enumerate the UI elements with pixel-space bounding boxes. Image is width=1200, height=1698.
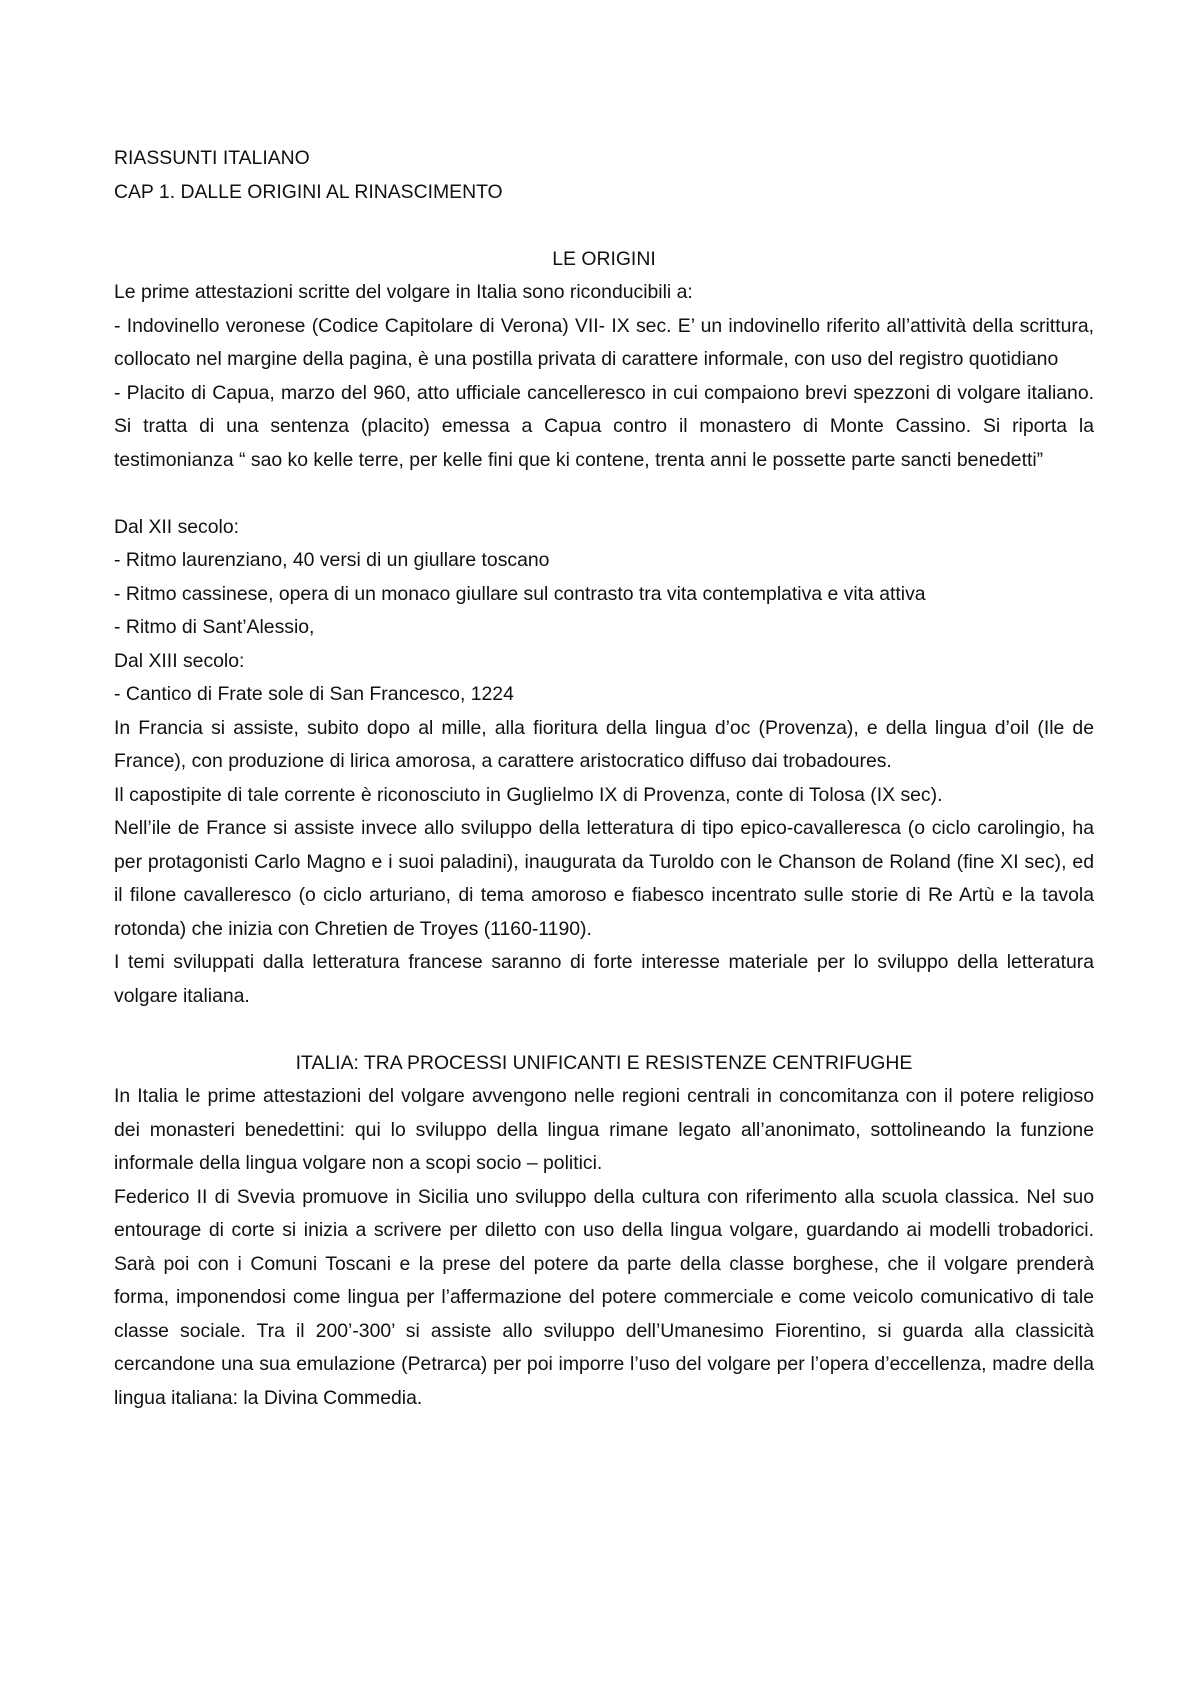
- heading-xiii-secolo: Dal XIII secolo:: [114, 649, 245, 672]
- paragraph-italia-2: Federico II di Svevia promuove in Sicilia uno sviluppo della cultura con riferimento alla scuola classica. Nel suo entourage di corte si inizia a scrivere per diletto con uso della lingua volgare, guardando ai modelli trobadorici. Sarà poi con i Comuni Toscani e la prese del potere da parte della classe borghese, che il volgare prenderà forma, imponendosi come lingua per l’affermazione del potere commerciale e come veicolo comunicativo di tale classe sociale. Tra il 200’-300’ si assiste allo sviluppo dell’Umanesimo Fiorentino, si guarda alla classicità cercandone una sua emulazione (Petrarca) per poi imporre l’uso del volgare per l’opera d’eccellenza, madre della lingua italiana: la Divina Commedia.: [114, 1185, 1094, 1409]
- section-heading-origini: LE ORIGINI: [552, 247, 656, 270]
- document-page: [114, 142, 1094, 1415]
- list-item: - Ritmo di Sant’Alessio,: [114, 616, 315, 638]
- spacer: [114, 477, 1094, 511]
- paragraph-indovinello: - Indovinello veronese (Codice Capitolare di Verona) VII- IX sec. E’ un indovinello riferito all’attività della scrittura, collocato nel margine della pagina, è una postilla privata di carattere informale, con uso del registro quotidiano: [114, 314, 1094, 370]
- heading-xii-secolo: Dal XII secolo:: [114, 515, 240, 538]
- paragraph-placito: - Placito di Capua, marzo del 960, atto ufficiale cancelleresco in cui compaiono brevi spezzoni di volgare italiano. Si tratta di una sentenza (placito) emessa a Capua contro il monastero di Monte Cassino. Si riporta la testimonianza “ sao ko kelle terre, per kelle fini que ki contene, trenta anni le possette parte sancti benedetti”: [114, 381, 1094, 471]
- list-item: - Ritmo cassinese, opera di un monaco giullare sul contrasto tra vita contemplativa e vita attiva: [114, 582, 926, 605]
- paragraph-temi: I temi sviluppati dalla letteratura francese saranno di forte interesse materiale per lo sviluppo della letteratura volgare italiana.: [114, 951, 1094, 1007]
- list-item: - Ritmo laurenziano, 40 versi di un giullare toscano: [114, 549, 550, 571]
- paragraph-italia-1: In Italia le prime attestazioni del volgare avvengono nelle regioni centrali in concomitanza con il potere religioso dei monasteri benedettini: qui lo sviluppo della lingua rimane legato all’anonimato, sottolineando la funzione informale della lingua volgare non a scopi socio – politici.: [114, 1085, 1094, 1174]
- document-title: RIASSUNTI ITALIANO: [114, 147, 310, 169]
- paragraph-francia: In Francia si assiste, subito dopo al mille, alla fioritura della lingua d’oc (Provenza), e della lingua d’oil (Ile de France), con produzione di lirica amorosa, a carattere aristocratico diffuso dai trobadoures.: [114, 716, 1094, 772]
- paragraph-intro: Le prime attestazioni scritte del volgare in Italia sono riconducibili a:: [114, 281, 693, 303]
- paragraph-capostipite: Il capostipite di tale corrente è riconosciuto in Guglielmo IX di Provenza, conte di Tolosa (IX sec).: [114, 783, 943, 806]
- list-item: - Cantico di Frate sole di San Francesco, 1224: [114, 683, 514, 705]
- chapter-title: CAP 1. DALLE ORIGINI AL RINASCIMENTO: [114, 180, 503, 203]
- spacer: [114, 1013, 1094, 1047]
- section-heading-italia: ITALIA: TRA PROCESSI UNIFICANTI E RESISTENZE CENTRIFUGHE: [295, 1051, 913, 1074]
- paragraph-ile-de-france: Nell’ile de France si assiste invece allo sviluppo della letteratura di tipo epico-cavalleresca (o ciclo carolingio, ha per protagonisti Carlo Magno e i suoi paladini), inaugurata da Turoldo con le Chanson de Roland (fine XI sec), ed il filone cavalleresco (o ciclo arturiano, di tema amoroso e fiabesco incentrato sulle storie di Re Artù e la tavola rotonda) che inizia con Chretien de Troyes (1160-1190).: [114, 817, 1094, 940]
- spacer: [114, 209, 1094, 243]
